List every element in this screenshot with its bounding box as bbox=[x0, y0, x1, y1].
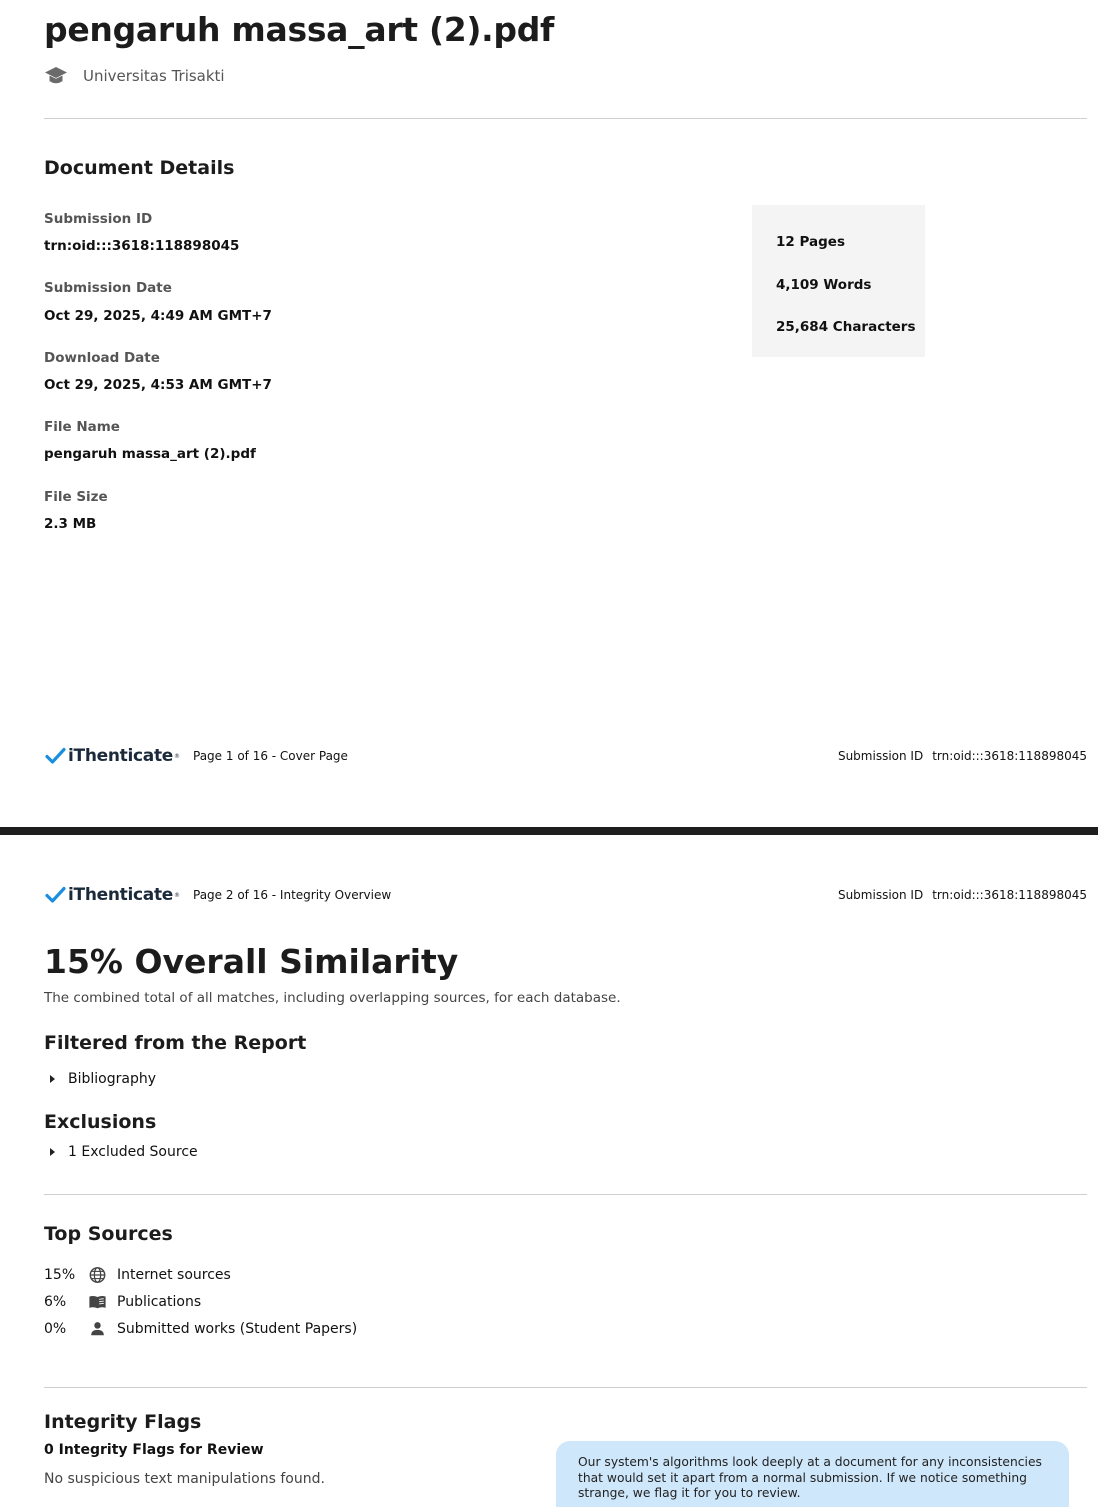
divider bbox=[44, 1194, 1087, 1195]
header-page-info: Page 2 of 16 - Integrity Overview bbox=[193, 888, 392, 902]
document-details-heading: Document Details bbox=[44, 157, 235, 179]
logo-text: iThenticate bbox=[68, 746, 174, 766]
submission-date-value: Oct 29, 2025, 4:49 AM GMT+7 bbox=[44, 308, 272, 324]
ithenticate-logo: iThenticate ® bbox=[45, 885, 180, 905]
integrity-flags-count: 0 Integrity Flags for Review bbox=[44, 1442, 264, 1458]
file-name-value: pengaruh massa_art (2).pdf bbox=[44, 446, 256, 462]
top-sources-heading: Top Sources bbox=[44, 1223, 173, 1245]
footer-submission-id bbox=[838, 749, 1087, 763]
submission-id-label: Submission ID bbox=[837, 888, 924, 902]
exclusions-heading: Exclusions bbox=[44, 1111, 157, 1133]
integrity-flags-info: Our system's algorithms look deeply at a document for any inconsistencies that would set it apart from a normal submission. If we notice something strange, we flag it for you to review. bbox=[556, 1441, 1069, 1507]
source-label: Submitted works (Student Papers) bbox=[117, 1321, 358, 1337]
source-percent: 6% bbox=[44, 1294, 67, 1310]
file-size-value: 2.3 MB bbox=[44, 516, 97, 532]
person-icon bbox=[88, 1320, 107, 1338]
source-label: Publications bbox=[117, 1294, 202, 1310]
source-label: Internet sources bbox=[117, 1267, 231, 1283]
header-submission-id bbox=[838, 888, 1087, 902]
integrity-flags-heading: Integrity Flags bbox=[44, 1411, 202, 1433]
integrity-flags-status: No suspicious text manipulations found. bbox=[44, 1471, 325, 1487]
document-title: pengaruh massa_art (2).pdf bbox=[44, 10, 555, 49]
submission-id-label: Submission ID bbox=[837, 749, 924, 763]
divider bbox=[44, 1387, 1087, 1388]
institution-row bbox=[44, 65, 225, 87]
page-count: 12 Pages bbox=[776, 234, 845, 250]
ithenticate-logo: iThenticate ® bbox=[45, 746, 180, 766]
checkmark-icon bbox=[45, 747, 66, 765]
expand-triangle-icon bbox=[50, 1075, 55, 1083]
overall-similarity-title: 15% Overall Similarity bbox=[44, 942, 459, 981]
word-count: 4,109 Words bbox=[776, 277, 872, 293]
file-name-label: File Name bbox=[44, 419, 120, 435]
submission-date-label: Submission Date bbox=[44, 280, 172, 296]
submission-id-label: Submission ID bbox=[44, 211, 153, 227]
submission-id-value: trn:oid:::3618:118898045 bbox=[44, 238, 240, 254]
institution-name: Universitas Trisakti bbox=[83, 67, 225, 85]
source-row-internet bbox=[44, 1266, 231, 1284]
book-icon bbox=[88, 1293, 107, 1311]
download-date-value: Oct 29, 2025, 4:53 AM GMT+7 bbox=[44, 377, 272, 393]
logo-text: iThenticate bbox=[68, 885, 174, 905]
file-size-label: File Size bbox=[44, 489, 108, 505]
checkmark-icon bbox=[45, 886, 66, 904]
source-percent: 15% bbox=[44, 1267, 76, 1283]
graduation-cap-icon bbox=[44, 65, 68, 87]
divider bbox=[44, 118, 1087, 119]
similarity-description: The combined total of all matches, including overlapping sources, for each database. bbox=[44, 990, 621, 1006]
filtered-heading: Filtered from the Report bbox=[44, 1032, 307, 1054]
source-percent: 0% bbox=[44, 1321, 67, 1337]
footer-page-info: Page 1 of 16 - Cover Page bbox=[193, 749, 348, 763]
download-date-label: Download Date bbox=[44, 350, 160, 366]
submission-id-value: trn:oid:::3618:118898045 bbox=[932, 888, 1087, 902]
expand-triangle-icon bbox=[50, 1148, 55, 1156]
exclusion-item[interactable]: 1 Excluded Source bbox=[44, 1144, 198, 1160]
filter-item-bibliography[interactable]: Bibliography bbox=[44, 1071, 156, 1087]
page-separator bbox=[0, 827, 1098, 835]
globe-icon bbox=[88, 1266, 107, 1284]
source-row-submitted bbox=[44, 1320, 357, 1338]
character-count: 25,684 Characters bbox=[776, 319, 916, 335]
document-stats-box bbox=[752, 205, 925, 357]
source-row-publications bbox=[44, 1293, 201, 1311]
submission-id-value: trn:oid:::3618:118898045 bbox=[932, 749, 1087, 763]
